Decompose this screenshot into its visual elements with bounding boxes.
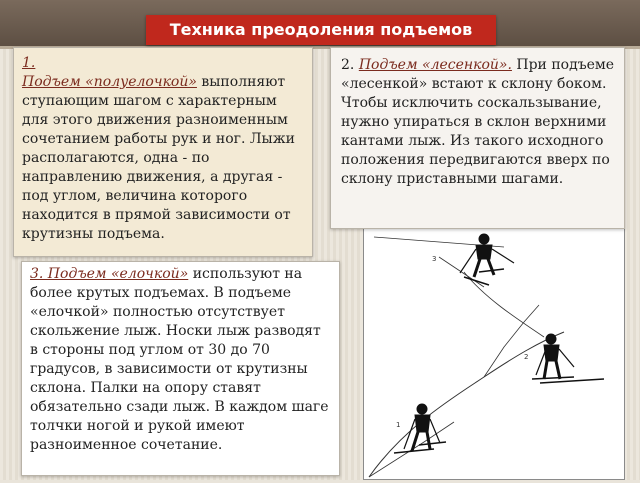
text-box-ladder [330, 47, 625, 229]
figure-label-2: 2 [524, 353, 529, 361]
slide-title: Техника преодоления подъемов [146, 15, 496, 45]
box2-prefix: 2. [341, 57, 359, 73]
box2-heading: Подъем «лесенкой». [358, 57, 512, 73]
box3-text: используют на более крутых подъемах. В подъеме «елочкой» полностью отсутствует скольжение лыж. Носки лыж разводят в стороны под углом от 30 до 70 градусов, в зависимости от крутизны склона. Палки на опору ставят обязательно сзади лыж. В каждом шаге толчки ногой и рукой имеют разноименное сочетание. [30, 266, 329, 453]
box3-heading: 3. Подъем «елочкой» [30, 266, 189, 282]
text-box-herringbone [21, 261, 340, 476]
box2-text: При подъеме «лесенкой» встают к склону боком. Чтобы исключить соскальзывание, нужно упираться в склон верхними кантами лыж. Из такого исходного положения передвигаются вверх по склону приставными шагами. [341, 57, 615, 187]
skier-1 [394, 404, 446, 453]
skiers-illustration [363, 226, 625, 480]
box1-number: 1. [22, 55, 36, 71]
figure-label-1: 1 [396, 421, 401, 429]
box1-heading: Подъем «полуелочкой» [22, 74, 197, 90]
figure-label-3: 3 [432, 255, 437, 263]
text-box-half-herringbone [13, 47, 313, 257]
box1-text: выполняют ступающим шагом с характерным для этого движения разноименным сочетанием работы рук и ног. Лыжи располагаются, одна - по направлению движения, а другая - под углом, величина которого находится в прямой зависимости от крутизны подъема. [22, 74, 295, 242]
